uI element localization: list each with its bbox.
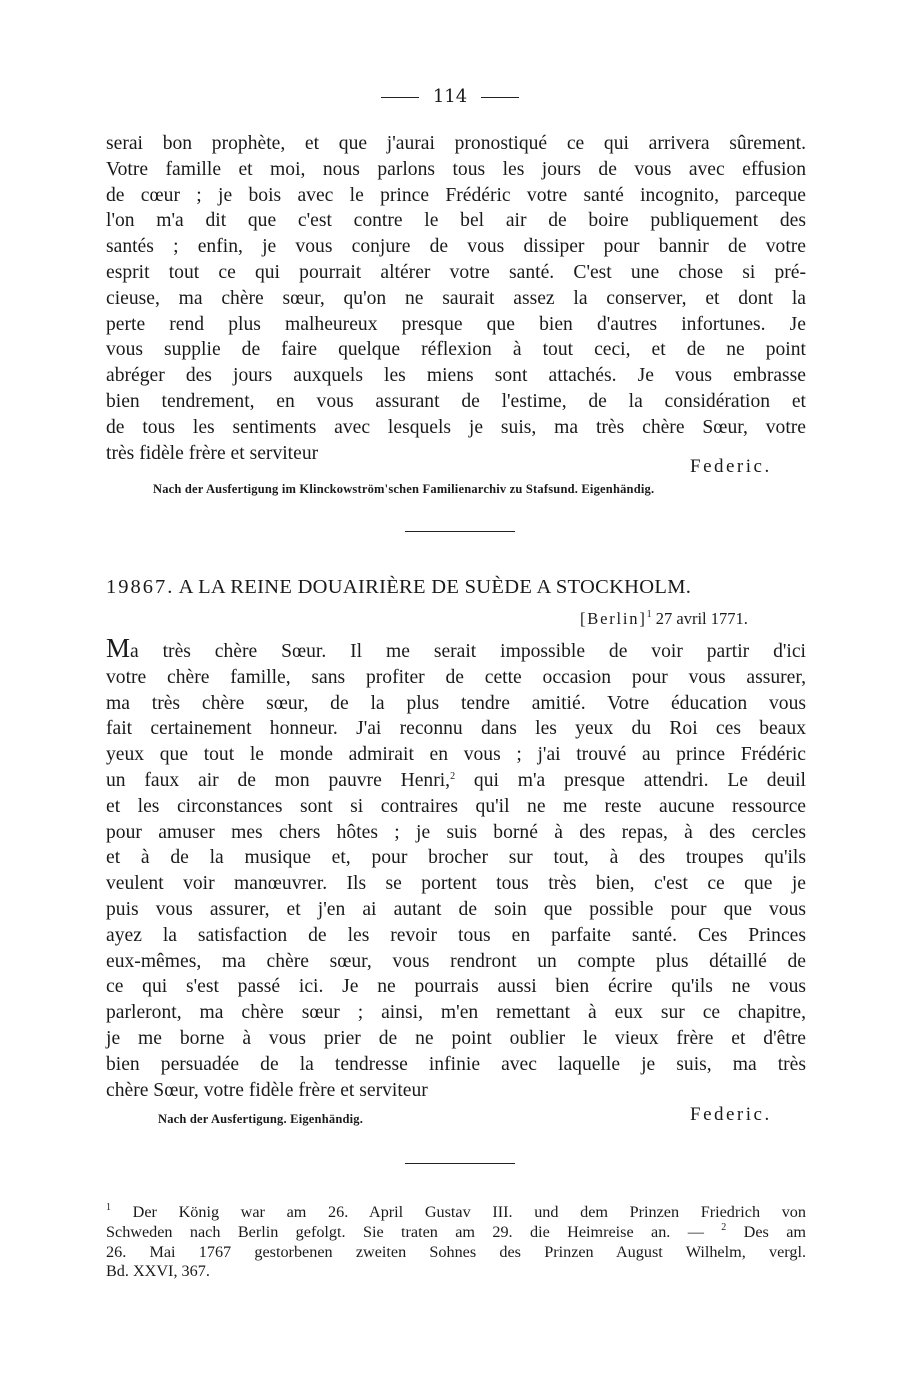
- footnote-mark: 2: [721, 1221, 727, 1233]
- text-line: puis vous assurer, et j'en ai autant de soin que possible pour que vous: [106, 898, 806, 920]
- text-line: je me borne à vous prier de ne point oublier le vieux frère et d'être: [106, 1027, 806, 1049]
- drop-cap: M: [106, 633, 131, 663]
- text-line-content: qui m'a presque attendri. Le deuil: [473, 769, 806, 791]
- footnote-ref: 2: [450, 770, 456, 782]
- footnote-text: Der König war am 26. April Gustav III. und dem Prinzen Friedrich von: [132, 1203, 806, 1221]
- text-line: abréger des jours auxquels les miens sont attachés. Je vous embrasse: [106, 365, 806, 387]
- text-line: très fidèle frère et serviteur: [106, 442, 319, 464]
- text-line-content: a très chère Sœur. Il me serait impossible de voir partir d'ici: [130, 641, 806, 662]
- section-divider: [405, 531, 515, 532]
- footnote-line: [106, 1223, 806, 1243]
- letter-2-signature: Federic.: [690, 1104, 772, 1125]
- text-line: [106, 633, 806, 665]
- footnote-line: 26. Mai 1767 gestorbenen zweiten Sohnes des Prinzen August Wilhelm, vergl.: [106, 1242, 806, 1261]
- text-line: bien tendrement, en vous assurant de l'estime, de la considération et: [106, 390, 806, 412]
- footnote-text: Schweden nach Berlin gefolgt. Sie traten am 29. die Heimreise an. —: [106, 1222, 704, 1241]
- text-line: eux-mêmes, ma chère sœur, vous rendront un compte plus détaillé de: [106, 950, 806, 972]
- text-line-content: un faux air de mon pauvre Henri,: [106, 769, 451, 791]
- text-line: veulent voir manœuvrer. Ils se portent tous très bien, c'est ce que je: [106, 873, 806, 895]
- text-line: votre chère famille, sans profiter de cette occasion pour vous assurer,: [106, 666, 806, 688]
- text-line: et à de la musique et, pour brocher sur tout, à des troupes qu'ils: [106, 847, 806, 869]
- letter-date: 27 avril 1771.: [655, 609, 748, 628]
- text-line: bien persuadée de la tendresse infinie avec laquelle je suis, ma très: [106, 1053, 806, 1075]
- text-line: ma très chère sœur, de la plus tendre amitié. Votre éducation vous: [106, 692, 806, 714]
- text-line: ayez la satisfaction de les revoir tous en parfaite santé. Ces Princes: [106, 924, 806, 946]
- text-line: cieuse, ma chère sœur, qu'on ne saurait assez la conserver, et dont la: [106, 287, 806, 309]
- text-line: [106, 768, 806, 794]
- footnote-line: Bd. XXVI, 367.: [106, 1262, 210, 1281]
- footnote-mark: 1: [106, 1202, 111, 1213]
- text-line: parleront, ma chère sœur ; ainsi, m'en remettant à eux sur ce chapitre,: [106, 1002, 806, 1024]
- text-line: de tous les sentiments avec lesquels je suis, ma très chère Sœur, votre: [106, 416, 806, 438]
- text-line: chère Sœur, votre fidèle frère et serviteur: [106, 1079, 428, 1101]
- footnote-divider: [405, 1163, 515, 1164]
- letter-2-source-note: Nach der Ausfertigung. Eigenhändig.: [158, 1112, 364, 1126]
- text-line: esprit tout ce qui pourrait altérer votre santé. C'est une chose si pré-: [106, 261, 806, 283]
- text-line: ce qui s'est passé ici. Je ne pourrais aussi bien écrire qu'ils ne vous: [106, 976, 806, 998]
- letter-number: 19867.: [106, 576, 175, 598]
- text-line: santés ; enfin, je vous conjure de vous dissiper pour bannir de votre: [106, 236, 806, 258]
- page-number: 114: [432, 86, 468, 107]
- header-rule-right: [481, 97, 519, 98]
- letter-2-heading: [106, 576, 691, 599]
- text-line: l'on m'a dit que c'est contre le bel air de boire publiquement des: [106, 210, 806, 232]
- footnote-text: Des am: [743, 1222, 806, 1241]
- text-line: perte rend plus malheureux presque que bien d'autres infortunes. Je: [106, 313, 806, 335]
- letter-1-signature: Federic.: [690, 456, 772, 477]
- text-line: yeux que tout le monde admirait en vous ; j'ai trouvé au prince Frédéric: [106, 744, 806, 766]
- letter-2-dateline: [580, 609, 748, 629]
- text-line: fait certainement honneur. J'ai reconnu dans les yeux du Roi ces beaux: [106, 718, 806, 740]
- header-rule-left: [381, 97, 419, 98]
- footnotes: [106, 1203, 806, 1282]
- footnote-ref: 1: [646, 609, 652, 620]
- footnote-line: [106, 1203, 806, 1223]
- letter-2-body: [106, 633, 806, 1103]
- page-header: [0, 86, 900, 107]
- letter-1-source-note: Nach der Ausfertigung im Klinckowström'schen Familienarchiv zu Stafsund. Eigenhändig.: [153, 482, 655, 496]
- letter-1-body: [106, 131, 806, 466]
- letter-addressee: A LA REINE DOUAIRIÈRE DE SUÈDE A STOCKHOLM.: [178, 576, 692, 598]
- text-line: serai bon prophète, et que j'aurai pronostiqué ce qui arrivera sûrement.: [106, 133, 806, 154]
- text-line: et les circonstances sont si contraires qu'il ne me reste aucune ressource: [106, 795, 806, 817]
- text-line: Votre famille et moi, nous parlons tous les jours de vous avec effusion: [106, 158, 806, 180]
- letter-place: [Berlin]: [580, 609, 647, 628]
- text-line: vous supplie de faire quelque réflexion à tout ceci, et de ne point: [106, 339, 806, 361]
- text-line: de cœur ; je bois avec le prince Frédéric votre santé incognito, parceque: [106, 184, 806, 206]
- text-line: pour amuser mes chers hôtes ; je suis borné à des repas, à des cercles: [106, 821, 806, 843]
